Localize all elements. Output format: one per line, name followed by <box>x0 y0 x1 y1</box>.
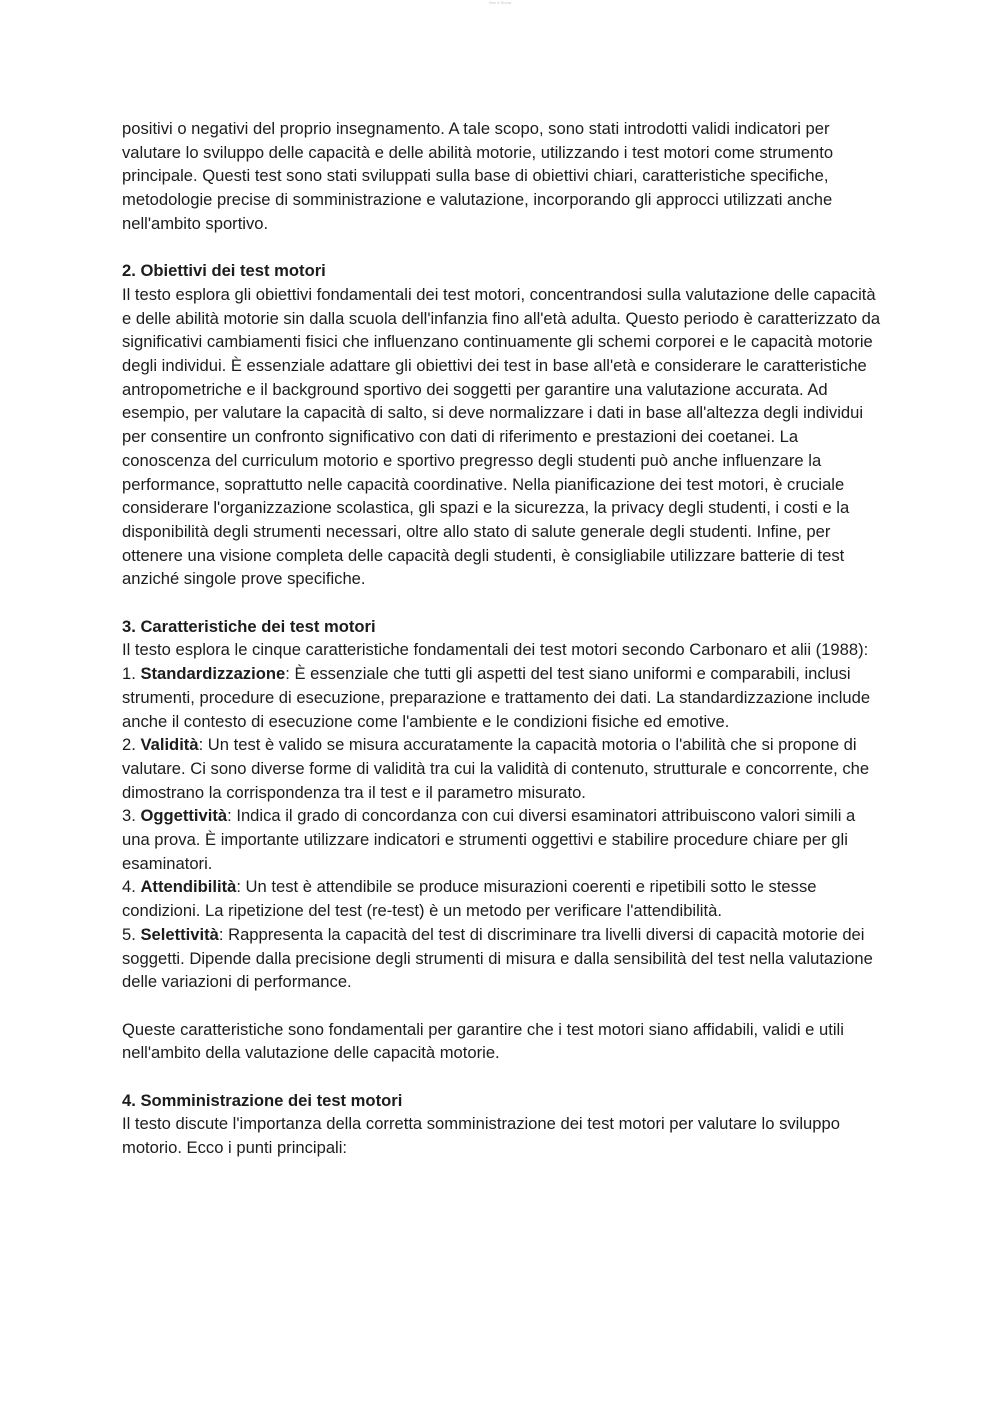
item-text: : È essenziale che tutti gli aspetti del test siano uniformi e comparabili, inclusi strumenti, procedure di esecuzione, preparazione e trattamento dei dati. La standardizzazione include anche il contesto di esecuzione come l'ambiente e le condizioni fisiche ed emotive. <box>122 664 871 731</box>
characteristic-item <box>122 804 882 875</box>
item-text: : Un test è valido se misura accuratamente la capacità motoria o l'abilità che si propone di valutare. Ci sono diverse forme di validità tra cui la validità di contenuto, strutturale e concorrente, che dimostrano la corrispondenza tra il test e il parametro misurato. <box>122 735 870 802</box>
characteristic-item <box>122 733 882 804</box>
item-text: : Un test è attendibile se produce misurazioni coerenti e ripetibili sotto le stesse condizioni. La ripetizione del test (re-test) è un metodo per verificare l'attendibilità. <box>122 877 817 921</box>
item-term: Validità <box>140 735 199 755</box>
item-number: 3. <box>122 806 141 826</box>
item-text: : Indica il grado di concordanza con cui diversi esaminatori attribuiscono valori simili a una prova. È importante utilizzare indicatori e strumenti oggettivi e stabilire procedure chiare per gli esaminatori. <box>122 806 856 873</box>
section-2-heading: 2. Obiettivi dei test motori <box>122 261 326 281</box>
item-term: Oggettività <box>140 806 228 826</box>
item-number: 4. <box>122 877 141 897</box>
section-3-heading: 3. Caratteristiche dei test motori <box>122 616 376 636</box>
section-3-conclusion: Queste caratteristiche sono fondamentali per garantire che i test motori siano affidabili, validi e utili nell'ambito della valutazione delle capacità motorie. <box>122 1019 844 1063</box>
item-number: 1. <box>122 664 141 684</box>
document-body <box>122 117 882 1160</box>
item-term: Selettività <box>140 924 219 944</box>
characteristic-item <box>122 662 882 733</box>
item-term: Attendibilità <box>140 877 237 897</box>
section-3-intro: Il testo esplora le cinque caratteristiche fondamentali dei test motori secondo Carbonaro et alii (1988): <box>122 640 869 660</box>
item-number: 2. <box>122 735 141 755</box>
characteristic-item <box>122 923 882 994</box>
item-text: : Rappresenta la capacità del test di discriminare tra livelli diversi di capacità motorie dei soggetti. Dipende dalla precisione degli strumenti di misura e dalla sensibilità del test nella valutazione delle variazioni di performance. <box>122 924 873 992</box>
item-term: Standardizzazione <box>140 664 286 684</box>
section-2-body: Il testo esplora gli obiettivi fondamentali dei test motori, concentrandosi sulla valutazione delle capacità e delle abilità motorie sin dalla scuola dell'infanzia fino all'età adulta. Questo periodo è caratterizzato da significativi cambiamenti fisici che influenzano continuamente gli schemi corporei e le capacità motorie degli individui. È essenziale adattare gli obiettivi dei test in base all'età e considerare le caratteristiche antropometriche e il background sportivo dei soggetti per garantire una valutazione accurata. Ad esempio, per valutare la capacità di salto, si deve normalizzare i dati in base all'altezza degli individui per consentire un confronto significativo con dati di riferimento e prestazioni dei coetanei. La conoscenza del curriculum motorio e sportivo pregresso degli studenti può anche influenzare la performance, soprattutto nelle capacità coordinative. Nella pianificazione dei test motori, è cruciale considerare l'organizzazione scolastica, gli spazi e la sicurezza, la privacy degli studenti, i costi e la disponibilità degli strumenti necessari, oltre allo stato di salute generale degli studenti. Infine, per ottenere una visione completa delle capacità degli studenti, è consigliabile utilizzare batterie di test anziché singole prove specifiche. <box>122 284 881 589</box>
header-watermark: Non è Storia <box>488 0 512 5</box>
intro-paragraph: positivi o negativi del proprio insegnamento. A tale scopo, sono stati introdotti validi indicatori per valutare lo sviluppo delle capacità e delle abilità motorie, utilizzando i test motori come strumento principale. Questi test sono stati sviluppati sulla base di obiettivi chiari, caratteristiche specifiche, metodologie precise di somministrazione e valutazione, incorporando gli approcci utilizzati anche nell'ambito sportivo. <box>122 119 834 233</box>
section-4-heading: 4. Somministrazione dei test motori <box>122 1090 403 1110</box>
section-4-body: Il testo discute l'importanza della corretta somministrazione dei test motori per valutare lo sviluppo motorio. Ecco i punti principali: <box>122 1114 840 1158</box>
item-number: 5. <box>122 924 141 944</box>
characteristic-item <box>122 875 882 922</box>
